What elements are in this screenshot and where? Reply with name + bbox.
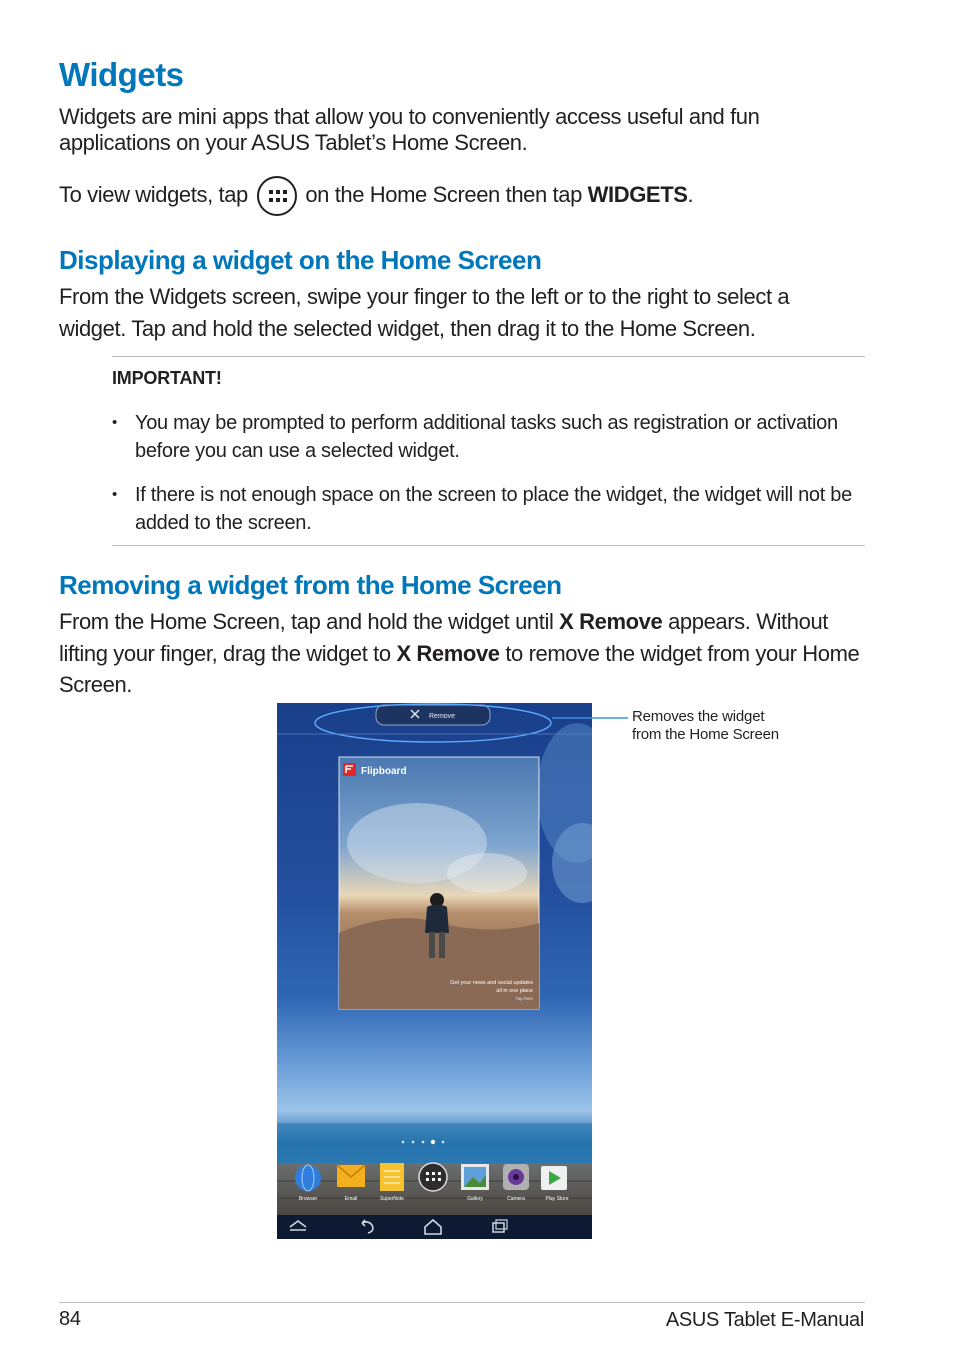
dock-label: Play Store [545, 1196, 569, 1202]
dock-label: SuperNote [380, 1196, 404, 1202]
important-bullet: • You may be prompted to perform additional tasks such as registration or activation before you can use a selected widget. [112, 412, 838, 462]
page-title: Widgets [59, 56, 184, 93]
widget-name: Flipboard [361, 766, 407, 777]
all-apps-icon [257, 176, 297, 216]
section-displaying-text: From the Widgets screen, swipe your finger to the left or to the right to select a widget. Tap and hold the selected widget, then drag it to the Home Screen. [59, 284, 790, 341]
page-number: 84 [59, 1308, 81, 1330]
home-screen-screenshot [277, 703, 592, 1239]
callout-text: Removes the widget from the Home Screen [632, 708, 779, 743]
widget-caption: all in one place [496, 988, 533, 994]
important-bottom-rule [112, 545, 865, 546]
widget-caption: Get your news and social updates [450, 980, 533, 986]
browser-icon [295, 1165, 321, 1191]
section-heading-removing: Removing a widget from the Home Screen [59, 570, 562, 600]
intro-paragraph: Widgets are mini apps that allow you to conveniently access useful and fun applications on your ASUS Tablet’s Home Screen. [59, 104, 760, 155]
widget-caption: Tap here [515, 996, 533, 1001]
all-apps-dock-icon [419, 1163, 447, 1191]
dock-label: Camera [507, 1196, 525, 1202]
footer-rule [59, 1302, 865, 1303]
dock-label: Browser [298, 1196, 318, 1202]
manual-title: ASUS Tablet E-Manual [665, 1309, 864, 1331]
callout-line [550, 712, 630, 724]
view-widgets-instruction: To view widgets, tap on the Home Screen then tap WIDGETS. [59, 176, 693, 216]
dock-label: Email [344, 1196, 358, 1202]
important-top-rule [112, 356, 865, 357]
remove-label: Remove [429, 713, 456, 720]
dock-label: Gallery [467, 1196, 483, 1202]
important-label: IMPORTANT! [112, 368, 222, 388]
important-bullet: • If there is not enough space on the screen to place the widget, the widget will not be added to the screen. [112, 484, 852, 534]
section-heading-displaying: Displaying a widget on the Home Screen [59, 245, 542, 275]
section-removing-text: From the Home Screen, tap and hold the widget until X Remove appears. Without lifting your finger, drag the widget to X Remove to remove the widget from your Home Screen. [59, 609, 860, 697]
widgets-bold: WIDGETS [587, 181, 688, 207]
